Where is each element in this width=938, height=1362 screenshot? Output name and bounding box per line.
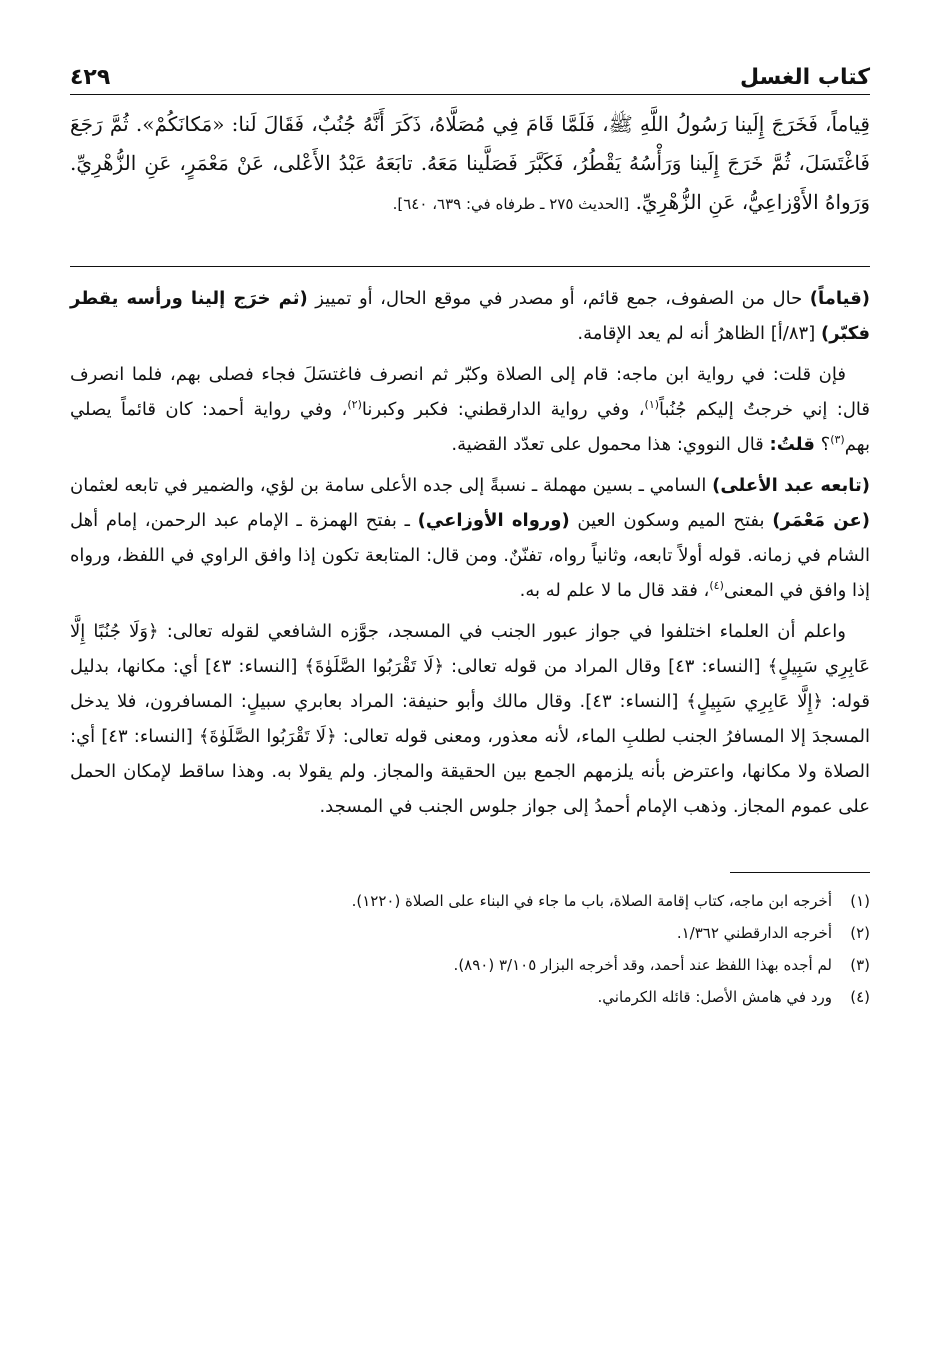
footnote-ref[interactable]: (٢)	[347, 398, 362, 411]
footnote-ref[interactable]: (١)	[644, 398, 660, 411]
commentary-text: بفتح الميم وسكون العين	[569, 510, 773, 531]
footnote-divider	[730, 872, 870, 873]
footnote-item	[70, 981, 870, 1013]
commentary-text: ؟	[814, 434, 831, 455]
commentary-paragraph-2	[70, 357, 870, 462]
footnote-text: لم أجده بهذا اللفظ عند أحمد، وقد أخرجه البزار ٣/١٠٥ (٨٩٠).	[453, 956, 832, 974]
bold-term: (ثم خرَج إلينا ورأسه يقطر فكبّر)	[70, 288, 870, 344]
footnote-ref[interactable]: (٣)	[830, 433, 845, 446]
commentary-text: ، وفي رواية الدارقطني: فكبر وكبرنا	[361, 399, 645, 420]
footnote-number: (١)	[850, 892, 870, 910]
commentary-text: فإن قلت: في رواية ابن ماجه: قام إلى الصلاة وكبّر ثم انصرف فاغتسَلَ فجاء فصلى بهم، فلما انصرف قال: إني خرجتُ إليكم جُنُباً	[70, 364, 870, 420]
bold-term: (تابعه عبد الأعلى)	[712, 475, 870, 496]
footnote-text: أخرجه ابن ماجه، كتاب إقامة الصلاة، باب ما جاء في البناء على الصلاة (١٢٢٠).	[351, 892, 832, 910]
section-divider	[70, 266, 870, 267]
footnote-item	[70, 917, 870, 949]
commentary-text: ـ بفتح الهمزة ـ الإمام عبد الرحمن، إمام أهل الشام في زمانه. قوله أولاً تابعه، وثانياً رواه، تفنّنٌ. ومن قال: المتابعة تكون إذا وافق الراوي في اللفظ، ورواه إذا وافق في المعنى	[70, 510, 870, 601]
commentary-text: حال من الصفوف، جمع قائم، أو مصدر في موقع الحال، أو تمييز	[307, 288, 810, 309]
hadith-reference: [الحديث ٢٧٥ ـ طرفاه في: ٦٣٩، ٦٤٠].	[392, 195, 630, 213]
bold-term: (قياماً)	[809, 288, 870, 309]
footnote-ref[interactable]: (٤)	[709, 579, 724, 592]
commentary-paragraph-4	[70, 614, 870, 824]
footnote-item	[70, 885, 870, 917]
commentary-text: السامي ـ بسين مهملة ـ نسبةً إلى جده الأعلى سامة بن لؤي، والضمير في تابعه لعثمان	[70, 475, 713, 496]
commentary	[70, 281, 870, 824]
commentary-text: ، وفي رواية أحمد: كان قائماً يصلي بهم	[70, 399, 870, 455]
footnote-text: أخرجه الدارقطني ١/٣٦٢.	[676, 924, 832, 942]
commentary-text: واعلم أن العلماء اختلفوا في جواز عبور الجنب في المسجد، جوَّزه الشافعي لقوله تعالى: ﴿وَلَا جُنُبًا إِلَّا عَابِرِي سَبِيلٍ﴾ [النساء: ٤٣] وقال المراد من قوله تعالى: ﴿لَا تَقْرَبُوا الصَّلَوٰةَ﴾ [النساء: ٤٣] أي: مكانها، بدليل قوله: ﴿إِلَّا عَابِرِي سَبِيلٍ﴾ [النساء: ٤٣]. وقال مالك وأبو حنيفة: المراد بعابري سبيلٍ: المسافرون، فلا يدخل المسجدَ إلا المسافرُ الجنب لطلبِ الماء، لأنه معذور، ومعنى قوله تعالى: ﴿لَا تَقْرَبُوا الصَّلَوٰةَ﴾ [النساء: ٤٣] أي: الصلاة ولا مكانها، واعترض بأنه يلزمهم الجمع بين الحقيقة والمجاز. ولم يقولا به. وهذا ساقط لإمكان الحمل على عموم المجاز. وذهب الإمام أحمدُ إلى جواز جلوس الجنب في المسجد.	[70, 621, 870, 817]
bold-term: (ورواه الأوزاعي)	[417, 510, 570, 531]
hadith-text: قِياماً، فَخَرَجَ إِلَينا رَسُولُ اللَّهِ ﷺ، فَلَمَّا قَامَ فِي مُصَلَّاهُ، ذَكَرَ أَنَّهُ جُنُبٌ، فَقَالَ لَنا: «مَكانَكُمْ». ثُمَّ رَجَعَ فَاغْتَسَلَ، ثُمَّ خَرَجَ إِلَينا وَرَأْسُهُ يَقْطُرُ، فَكَبَّرَ فَصَلَّينا مَعَهُ. تابَعَهُ عَبْدُ الأَعْلى، عَنْ مَعْمَرٍ، عَنِ الزُّهْرِيِّ. وَرَواهُ الأَوْزاعِيُّ، عَنِ الزُّهْرِيِّ.	[70, 112, 870, 214]
footnote-text: ورد في هامش الأصل: قائله الكرماني.	[597, 988, 832, 1006]
commentary-text: ، فقد قال ما لا علم له به.	[519, 580, 710, 601]
footnotes	[70, 885, 870, 1013]
bold-term: قلتُ:	[769, 434, 815, 455]
chapter-title: كتاب الغسل	[739, 65, 870, 90]
book-page	[70, 50, 870, 1013]
footnote-number: (٢)	[850, 924, 870, 942]
page-header	[70, 50, 870, 95]
commentary-text: [٨٣/أ] الظاهرُ أنه لم يعد الإقامة.	[577, 323, 821, 344]
footnote-number: (٤)	[850, 988, 870, 1006]
commentary-text: قال النووي: هذا محمول على تعدّد القضية.	[451, 434, 770, 455]
bold-term: (عن مَعْمَر)	[772, 510, 870, 531]
footnote-item	[70, 949, 870, 981]
commentary-paragraph-3	[70, 468, 870, 608]
footnote-number: (٣)	[850, 956, 870, 974]
page-number: ٤٢٩	[70, 65, 111, 90]
commentary-paragraph-1	[70, 281, 870, 351]
hadith-text-block	[70, 105, 870, 224]
